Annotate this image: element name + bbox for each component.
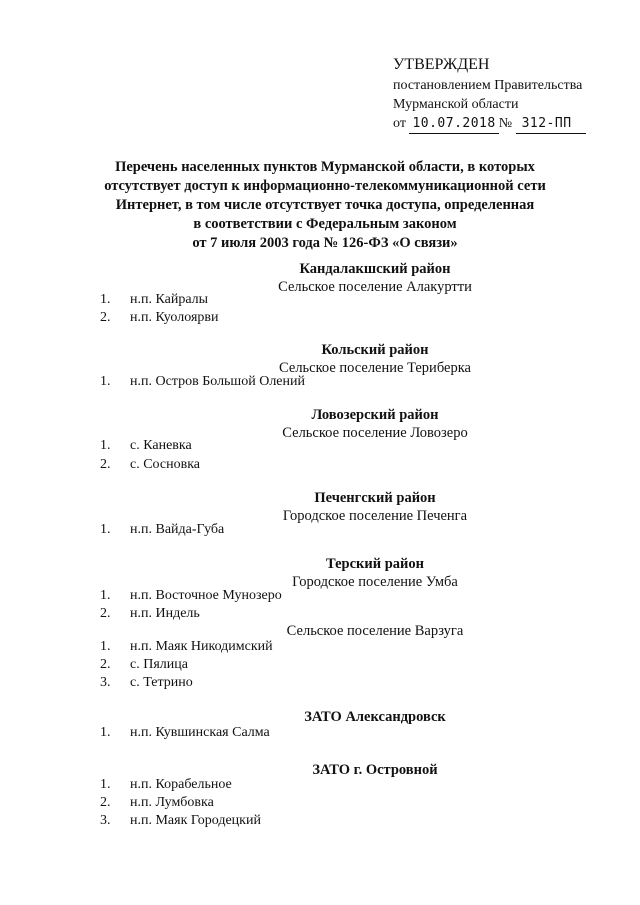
district-name: ЗАТО г. Островной	[312, 762, 438, 778]
district-section	[0, 708, 640, 726]
district-section	[0, 555, 640, 591]
district-section	[0, 489, 640, 525]
district-section	[0, 406, 640, 442]
title-line: в соответствии с Федеральным законом	[193, 216, 457, 232]
title-line: Перечень населенных пунктов Мурманской области, в которых	[115, 159, 535, 175]
district-name: ЗАТО Александровск	[304, 709, 446, 725]
settlement-section	[0, 622, 640, 640]
settlement-name: Сельское поселение Варзуга	[286, 623, 464, 639]
district-name: Кольский район	[321, 342, 429, 358]
approval-date: 10.07.2018	[409, 114, 498, 134]
approval-date-line	[393, 114, 633, 134]
list-item: 2. н.п. Лумбовка	[100, 795, 214, 810]
approval-number: 312-ПП	[516, 114, 586, 134]
settlement-name: Сельское поселение Ловозеро	[282, 425, 468, 441]
district-section	[0, 341, 640, 377]
district-section	[0, 761, 640, 779]
district-section	[0, 260, 640, 296]
list-item: 1. н.п. Корабельное	[100, 777, 232, 792]
list-item: 1. н.п. Кувшинская Салма	[100, 725, 270, 740]
list-item: 1. н.п. Вайда-Губа	[100, 522, 225, 537]
list-item: 3. с. Тетрино	[100, 675, 193, 690]
list-item: 1. н.п. Остров Большой Олений	[100, 374, 305, 389]
list-item: 2. н.п. Куолоярви	[100, 310, 219, 325]
list-item: 2. н.п. Индель	[100, 606, 200, 621]
title-line: Интернет, в том числе отсутствует точка доступа, определенная	[115, 197, 535, 213]
title-line: от 7 июля 2003 года № 126-ФЗ «О связи»	[192, 235, 458, 251]
district-name: Кандалакшский район	[299, 261, 451, 277]
list-item: 2. с. Сосновка	[100, 457, 201, 472]
number-label: №	[498, 116, 513, 131]
settlement-name: Сельское поселение Алакуртти	[278, 279, 472, 295]
approval-line-1: постановлением Правительства	[393, 78, 583, 93]
district-name: Терский район	[325, 556, 425, 572]
approval-block	[393, 55, 633, 134]
document-title	[90, 158, 560, 253]
list-item: 1. н.п. Кайралы	[100, 292, 209, 307]
list-item: 1. с. Каневка	[100, 438, 192, 453]
approval-heading: УТВЕРЖДЕН	[393, 56, 490, 73]
list-item: 2. с. Пялица	[100, 657, 188, 672]
from-label: от	[393, 116, 406, 131]
list-item: 3. н.п. Маяк Городецкий	[100, 813, 261, 828]
list-item: 1. н.п. Маяк Никодимский	[100, 639, 273, 654]
title-line: отсутствует доступ к информационно-телекоммуникационной сети	[104, 178, 546, 194]
approval-line-2: Мурманской области	[393, 97, 519, 112]
district-name: Печенгский район	[314, 490, 436, 506]
settlement-name: Городское поселение Печенга	[282, 508, 468, 524]
list-item: 1. н.п. Восточное Мунозеро	[100, 588, 282, 603]
district-name: Ловозерский район	[311, 407, 439, 423]
settlement-name: Городское поселение Умба	[292, 574, 458, 590]
settlement-name: Сельское поселение Териберка	[279, 360, 471, 376]
